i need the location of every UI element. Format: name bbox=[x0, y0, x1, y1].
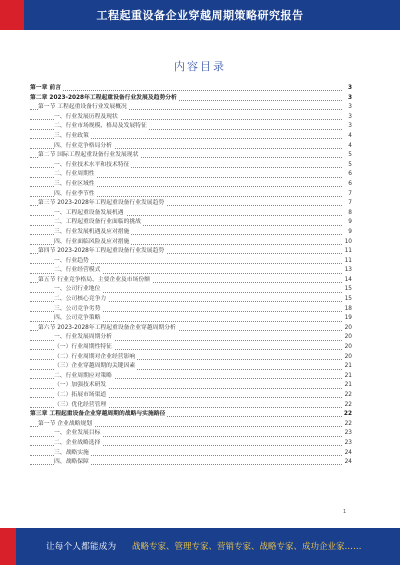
toc-entry-page: 11 bbox=[342, 257, 352, 267]
toc-entry-page: 21 bbox=[342, 362, 352, 372]
footer-roles: 战略专家、管理专家、营销专家、战略专家、成功企业家…… bbox=[132, 542, 362, 552]
toc-entry-text: （二）行业周期对企业经营影响 bbox=[54, 353, 137, 363]
toc-entry-text: 二、行业周期应对策略 bbox=[54, 372, 114, 382]
toc-entry-text: 三、公司竞争劣势 bbox=[54, 305, 102, 315]
toc-entry-text: （一）行业周期性特征 bbox=[54, 343, 114, 353]
toc-entry-page: 18 bbox=[342, 305, 352, 315]
toc-entry-text: 一、企业发展目标 bbox=[54, 429, 102, 439]
toc-entry[interactable] bbox=[30, 84, 352, 94]
toc-entry[interactable] bbox=[30, 324, 352, 334]
toc-entry-page: 8 bbox=[342, 209, 352, 219]
toc-entry-page: 4 bbox=[342, 132, 352, 142]
footer-accent-stripe bbox=[0, 528, 16, 565]
toc-entry[interactable] bbox=[30, 285, 352, 295]
toc-entry[interactable] bbox=[30, 257, 352, 267]
toc-entry-page: 20 bbox=[342, 343, 352, 353]
toc-entry[interactable] bbox=[30, 314, 352, 324]
toc-entry[interactable] bbox=[30, 151, 352, 161]
toc-entry-page: 6 bbox=[342, 180, 352, 190]
toc-entry-text: 第一节 企业战略规划 bbox=[38, 420, 94, 430]
toc-entry-text: 三、行业发展机遇及应对措施 bbox=[54, 228, 131, 238]
toc-entry[interactable] bbox=[30, 228, 352, 238]
toc-entry-page: 22 bbox=[342, 401, 352, 411]
toc-entry[interactable] bbox=[30, 458, 352, 468]
toc-entry[interactable] bbox=[30, 305, 352, 315]
toc-entry[interactable] bbox=[30, 132, 352, 142]
toc-entry[interactable] bbox=[30, 343, 352, 353]
toc-entry[interactable] bbox=[30, 420, 352, 430]
toc-entry-text: 第一节 工程起重设备行业发展概况 bbox=[38, 103, 129, 113]
toc-entry-page: 20 bbox=[342, 353, 352, 363]
toc-entry-text: 第六节 2023-2028年工程起重设备企业穿越周期分析 bbox=[38, 324, 178, 334]
toc-entry-text: 第三节 2023-2028年工程起重设备行业发展趋势 bbox=[38, 199, 166, 209]
toc-entry-page: 7 bbox=[342, 190, 352, 200]
toc-entry-text: 一、公司行业地位 bbox=[54, 285, 102, 295]
toc-entry-page: 4 bbox=[342, 142, 352, 152]
toc-entry-page: 9 bbox=[342, 228, 352, 238]
toc-entry[interactable] bbox=[30, 238, 352, 248]
toc-entry-text: 二、行业经营模式 bbox=[54, 266, 102, 276]
toc-entry[interactable] bbox=[30, 410, 352, 420]
toc-entry[interactable] bbox=[30, 266, 352, 276]
toc-entry-page: 6 bbox=[342, 170, 352, 180]
toc-entry[interactable] bbox=[30, 180, 352, 190]
toc-entry-page: 3 bbox=[342, 113, 352, 123]
toc-entry-page: 23 bbox=[342, 429, 352, 439]
toc-entry-page: 10 bbox=[342, 238, 352, 248]
toc-entry-text: 第五节 行业竞争格局、主要企业及市场份额 bbox=[38, 276, 152, 286]
toc-entry-text: 四、行业竞争格局分析 bbox=[54, 142, 114, 152]
toc-entry-text: 第二节 国际工程起重设备行业发展现状 bbox=[38, 151, 140, 161]
toc-entry-page: 19 bbox=[342, 314, 352, 324]
toc-entry[interactable] bbox=[30, 391, 352, 401]
toc-entry-text: 第二章 2023-2028年工程起重设备行业发展及趋势分析 bbox=[30, 94, 179, 104]
toc-entry[interactable] bbox=[30, 209, 352, 219]
toc-entry-text: （三）优化经营管理 bbox=[54, 401, 108, 411]
toc-entry[interactable] bbox=[30, 429, 352, 439]
toc-entry-page: 3 bbox=[342, 84, 352, 94]
toc-entry-text: 一、工程起重设备发展机遇 bbox=[54, 209, 126, 219]
toc-entry[interactable] bbox=[30, 218, 352, 228]
toc-entry-text: 第一章 前言 bbox=[30, 84, 63, 94]
toc-entry-page: 21 bbox=[342, 372, 352, 382]
toc-entry-page: 14 bbox=[342, 276, 352, 286]
toc-entry-page: 22 bbox=[342, 420, 352, 430]
toc-heading: 内容目录 bbox=[174, 60, 226, 73]
toc-entry-page: 15 bbox=[342, 285, 352, 295]
toc-entry-page: 20 bbox=[342, 333, 352, 343]
toc-entry-page: 24 bbox=[342, 449, 352, 459]
toc-entry-text: 第三章 工程起重设备企业穿越周期的战略与实施路径 bbox=[30, 410, 167, 420]
toc-entry-text: 三、行业区域性 bbox=[54, 180, 97, 190]
report-title: 工程起重设备企业穿越周期策略研究报告 bbox=[96, 9, 304, 22]
table-of-contents bbox=[30, 84, 352, 468]
toc-entry-page: 20 bbox=[342, 324, 352, 334]
toc-entry[interactable] bbox=[30, 247, 352, 257]
toc-entry-text: 二、行业市场规模、格局及发展特征 bbox=[54, 122, 149, 132]
toc-entry-text: 一、行业趋势 bbox=[54, 257, 91, 267]
toc-entry[interactable] bbox=[30, 381, 352, 391]
footer-slogan: 让每个人都能成为 bbox=[46, 542, 117, 552]
toc-entry[interactable] bbox=[30, 449, 352, 459]
toc-entry[interactable] bbox=[30, 372, 352, 382]
toc-entry-page: 22 bbox=[342, 391, 352, 401]
toc-entry[interactable] bbox=[30, 401, 352, 411]
toc-entry[interactable] bbox=[30, 142, 352, 152]
toc-entry-text: 四、公司竞争策略 bbox=[54, 314, 102, 324]
toc-entry-text: 二、企业战略选择 bbox=[54, 439, 102, 449]
toc-entry[interactable] bbox=[30, 190, 352, 200]
toc-entry-text: 四、战略保障 bbox=[54, 458, 91, 468]
toc-entry[interactable] bbox=[30, 353, 352, 363]
toc-entry-page: 22 bbox=[342, 410, 352, 420]
toc-entry[interactable] bbox=[30, 170, 352, 180]
toc-entry-page: 15 bbox=[342, 295, 352, 305]
toc-entry-text: 二、工程起重设备行业面临的挑战 bbox=[54, 218, 143, 228]
toc-entry-page: 3 bbox=[342, 122, 352, 132]
dot-leader bbox=[30, 90, 342, 91]
toc-entry[interactable] bbox=[30, 295, 352, 305]
toc-entry[interactable] bbox=[30, 94, 352, 104]
toc-entry-page: 11 bbox=[342, 247, 352, 257]
toc-entry-page: 3 bbox=[342, 103, 352, 113]
toc-entry-text: 四、行业季节性 bbox=[54, 190, 97, 200]
toc-entry-page: 13 bbox=[342, 266, 352, 276]
toc-entry[interactable] bbox=[30, 122, 352, 132]
toc-entry-page: 9 bbox=[342, 218, 352, 228]
toc-entry-text: 三、战略实施 bbox=[54, 449, 91, 459]
toc-entry-text: 三、行业政策 bbox=[54, 132, 91, 142]
toc-entry-text: （一）加强技术研发 bbox=[54, 381, 108, 391]
page-number: 1 bbox=[343, 509, 347, 515]
toc-entry[interactable] bbox=[30, 199, 352, 209]
toc-entry[interactable] bbox=[30, 103, 352, 113]
toc-entry-text: （三）企业穿越周期的关键因素 bbox=[54, 362, 137, 372]
toc-entry[interactable] bbox=[30, 362, 352, 372]
toc-entry-text: 二、行业周期性 bbox=[54, 170, 97, 180]
toc-entry[interactable] bbox=[30, 439, 352, 449]
toc-entry-text: 一、行业发展历程及现状 bbox=[54, 113, 120, 123]
toc-entry-page: 24 bbox=[342, 458, 352, 468]
toc-entry-text: 一、行业技术水平和技术特征 bbox=[54, 161, 131, 171]
toc-entry-page: 5 bbox=[342, 161, 352, 171]
toc-entry-page: 21 bbox=[342, 381, 352, 391]
toc-entry[interactable] bbox=[30, 161, 352, 171]
toc-entry-text: （二）拓展市场渠道 bbox=[54, 391, 108, 401]
toc-entry-page: 7 bbox=[342, 199, 352, 209]
toc-entry-page: 5 bbox=[342, 151, 352, 161]
toc-entry[interactable] bbox=[30, 276, 352, 286]
toc-entry[interactable] bbox=[30, 333, 352, 343]
toc-entry-text: 二、公司核心竞争力 bbox=[54, 295, 108, 305]
toc-entry-page: 23 bbox=[342, 439, 352, 449]
toc-entry-text: 一、行业发展周期分析 bbox=[54, 333, 114, 343]
toc-entry-text: 第四节 2023-2028年工程起重设备行业发展趋势 bbox=[38, 247, 166, 257]
toc-entry-text: 四、行业面临风险及应对措施 bbox=[54, 238, 131, 248]
toc-entry[interactable] bbox=[30, 113, 352, 123]
toc-entry-page: 3 bbox=[342, 94, 352, 104]
